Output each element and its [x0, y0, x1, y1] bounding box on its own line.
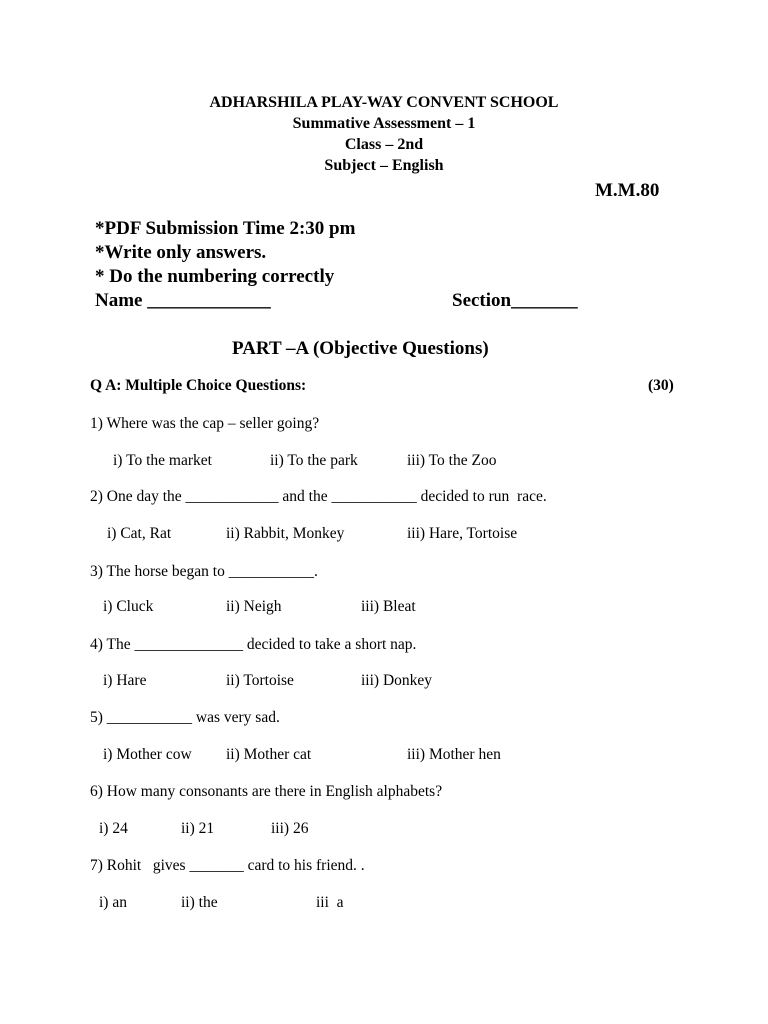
option: iii) 26	[271, 820, 309, 837]
option: ii) To the park	[270, 452, 358, 469]
class-label: Class – 2nd	[344, 136, 424, 153]
option: i) To the market	[113, 452, 212, 469]
numbering-note: * Do the numbering correctly	[95, 266, 335, 287]
submission-time: *PDF Submission Time 2:30 pm	[95, 218, 356, 239]
question-text: 3) The horse began to ___________.	[90, 563, 318, 580]
question-text: 1) Where was the cap – seller going?	[90, 415, 320, 432]
option: iii) Mother hen	[407, 746, 501, 763]
option: iii) To the Zoo	[407, 452, 497, 469]
name-field: Name _____________	[95, 290, 271, 311]
section-marks: (30)	[648, 377, 674, 394]
option: i) 24	[99, 820, 128, 837]
option: ii) Rabbit, Monkey	[226, 525, 345, 542]
school-name: ADHARSHILA PLAY-WAY CONVENT SCHOOL	[209, 94, 559, 111]
question-text: 2) One day the ____________ and the ___________ decided to run race.	[90, 488, 547, 505]
option: ii) Neigh	[226, 598, 282, 615]
option: iii) Bleat	[361, 598, 416, 615]
section-title: Q A: Multiple Choice Questions:	[90, 377, 307, 394]
section-field: Section_______	[452, 290, 578, 311]
max-marks: M.M.80	[595, 180, 660, 201]
question-text: 6) How many consonants are there in English alphabets?	[90, 783, 443, 800]
part-title: PART –A (Objective Questions)	[232, 338, 489, 359]
option: ii) the	[181, 894, 218, 911]
option: i) Cat, Rat	[107, 525, 172, 542]
option: i) Cluck	[103, 598, 154, 615]
question-text: 5) ___________ was very sad.	[90, 709, 280, 726]
subject-label: Subject – English	[324, 157, 444, 174]
write-answers-note: *Write only answers.	[95, 242, 267, 263]
option: i) Mother cow	[103, 746, 192, 763]
option: i) an	[99, 894, 127, 911]
question-text: 4) The ______________ decided to take a short nap.	[90, 636, 417, 653]
question-text: 7) Rohit gives _______ card to his friend. .	[90, 857, 365, 874]
option: ii) 21	[181, 820, 215, 837]
option: iii a	[316, 894, 344, 911]
option: ii) Mother cat	[226, 746, 312, 763]
assessment-title: Summative Assessment – 1	[292, 115, 476, 132]
option: iii) Donkey	[361, 672, 433, 689]
option: iii) Hare, Tortoise	[407, 525, 518, 542]
option: i) Hare	[103, 672, 147, 689]
option: ii) Tortoise	[226, 672, 294, 689]
